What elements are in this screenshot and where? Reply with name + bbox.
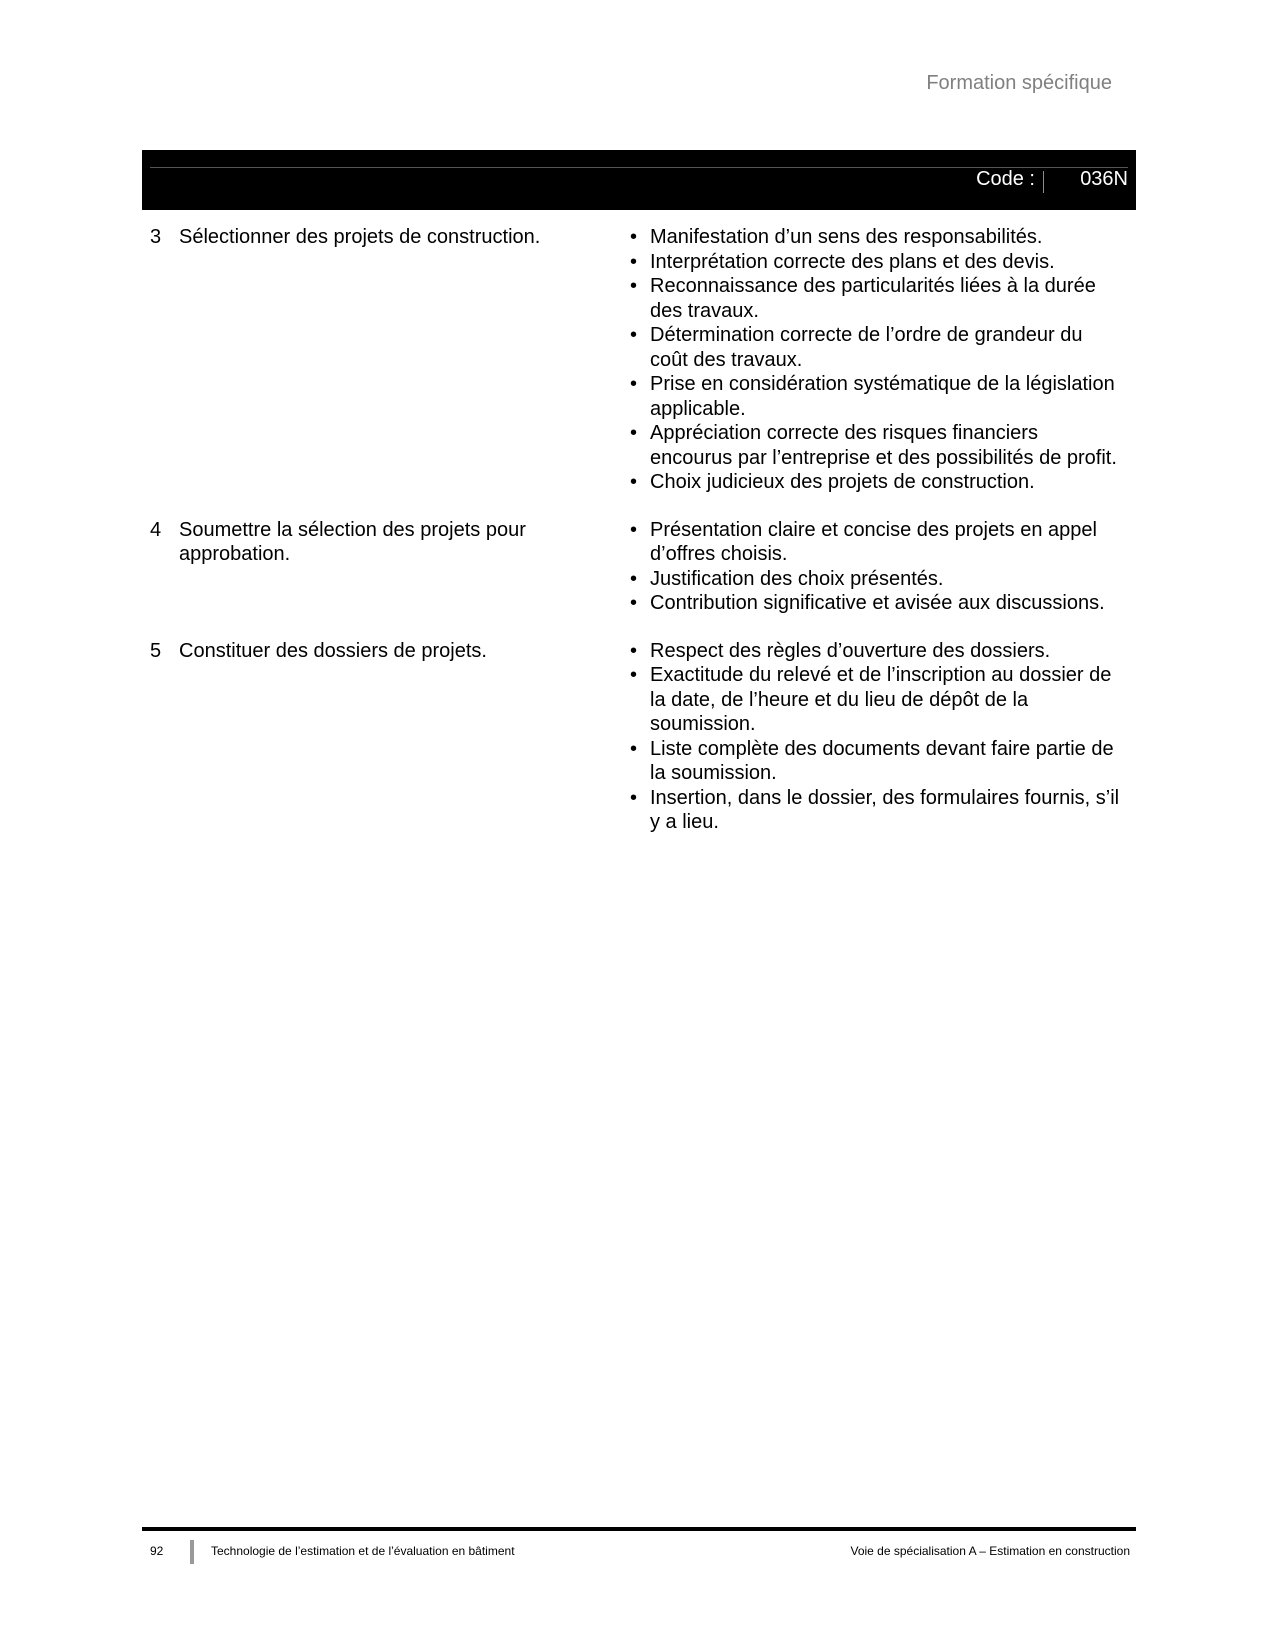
criteria-item: • Contribution significative et avisée aux discussions. — [630, 591, 1120, 616]
element-text: Soumettre la sélection des projets pour approbation. — [179, 518, 526, 565]
element-cell — [150, 518, 630, 616]
criteria-list — [630, 225, 1120, 495]
criteria-item: • Reconnaissance des particularités liées à la durée des travaux. — [630, 274, 1120, 323]
code-separator — [1043, 171, 1044, 193]
criteria-item: • Justification des choix présentés. — [630, 567, 1120, 592]
table-row — [150, 518, 1130, 616]
criteria-item: • Manifestation d’un sens des responsabilités. — [630, 225, 1120, 250]
criteria-item: • Respect des règles d’ouverture des dossiers. — [630, 639, 1120, 664]
page-number: 92 — [150, 1544, 164, 1558]
criteria-cell — [630, 518, 1120, 616]
element-number: 3 — [150, 226, 162, 248]
element-text: Sélectionner des projets de construction. — [179, 226, 541, 248]
elements-criteria-table — [150, 225, 1130, 859]
criteria-list — [630, 518, 1120, 616]
running-header: Formation spécifique — [926, 72, 1112, 94]
footer-rule — [142, 1527, 1136, 1531]
criteria-cell — [630, 225, 1120, 495]
criteria-item: • Prise en considération systématique de la législation applicable. — [630, 372, 1120, 421]
element-cell — [150, 639, 630, 835]
footer-divider — [190, 1540, 194, 1564]
element-number: 5 — [150, 639, 162, 662]
code-bar — [142, 150, 1136, 210]
table-row — [150, 225, 1130, 495]
criteria-item: • Exactitude du relevé et de l’inscription au dossier de la date, de l’heure et du lieu de dépôt de la soumission. — [630, 663, 1120, 737]
criteria-item: • Choix judicieux des projets de construction. — [630, 470, 1120, 495]
element-number: 4 — [150, 518, 162, 541]
criteria-item: • Insertion, dans le dossier, des formulaires fournis, s’il y a lieu. — [630, 786, 1120, 835]
element-text: Constituer des dossiers de projets. — [179, 639, 487, 662]
criteria-cell — [630, 639, 1120, 835]
criteria-item: • Appréciation correcte des risques financiers encourus par l’entreprise et des possibilités de profit. — [630, 421, 1120, 470]
code-label: Code : — [976, 168, 1035, 190]
criteria-item: • Détermination correcte de l’ordre de grandeur du coût des travaux. — [630, 323, 1120, 372]
criteria-item: • Liste complète des documents devant faire partie de la soumission. — [630, 737, 1120, 786]
element-cell — [150, 225, 630, 495]
criteria-item: • Présentation claire et concise des projets en appel d’offres choisis. — [630, 518, 1120, 567]
footer-specialization-title: Voie de spécialisation A – Estimation en construction — [850, 1544, 1130, 1558]
footer-program-title: Technologie de l’estimation et de l’évaluation en bâtiment — [211, 1544, 515, 1558]
criteria-list — [630, 639, 1120, 835]
table-row — [150, 639, 1130, 835]
code-value: 036N — [1080, 168, 1128, 190]
criteria-item: • Interprétation correcte des plans et des devis. — [630, 250, 1120, 275]
